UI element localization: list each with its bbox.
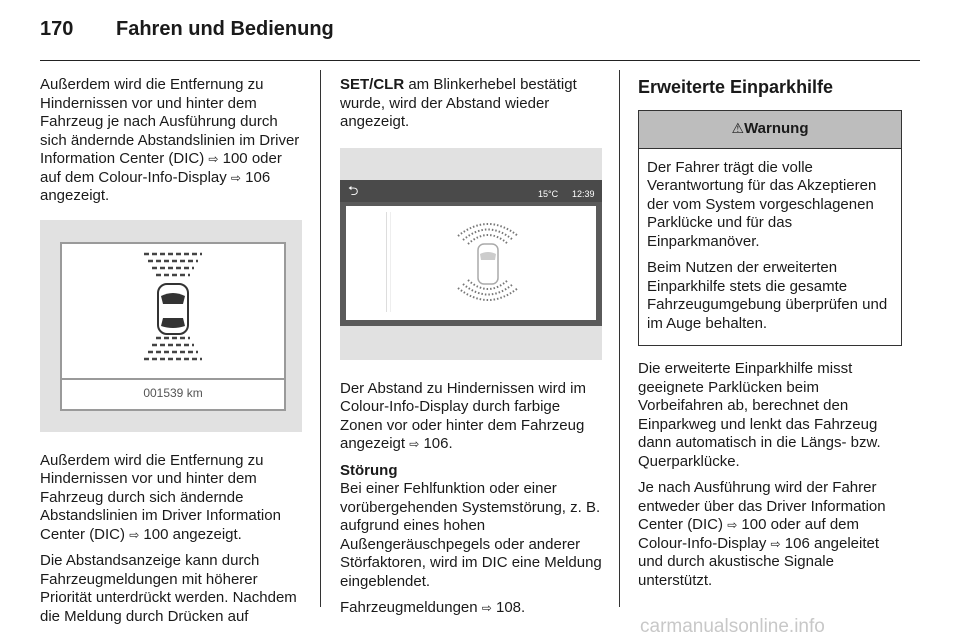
paragraph: Die Abstandsanzeige kann durch Fahrzeugmeldungen mit höherer Priorität unterdrückt werden. Nachdem die Meldung durch Drücken auf [40, 552, 297, 625]
arrow-icon: ⇨ [727, 518, 738, 532]
section-heading-fault: Störung [340, 461, 398, 479]
chapter-title: Fahren und Bedienung [116, 18, 334, 40]
page-reference[interactable]: 100 [143, 525, 169, 543]
warning-header [639, 111, 901, 149]
display-screen [340, 180, 602, 326]
page-reference[interactable]: 100 [741, 516, 767, 533]
arrow-icon: ⇨ [770, 536, 781, 551]
parking-view-panel [346, 206, 596, 320]
arrow-icon: ⇨ [481, 601, 492, 615]
page-reference[interactable]: 108 [496, 599, 522, 616]
page-reference[interactable]: 100 [222, 150, 248, 167]
display-status-bar [340, 180, 602, 202]
column-divider [320, 70, 321, 607]
odometer-reading: 001539 km [143, 385, 203, 400]
clock-readout: 12:39 [572, 188, 595, 199]
colour-info-display-figure [340, 148, 602, 360]
header-rule [40, 60, 920, 61]
page-header [40, 18, 334, 41]
paragraph: Außerdem wird die Entfernung zu Hindernissen vor und hinter dem Fahrzeug durch sich ändernde Abstandslinien im Driver Information Center (DIC) ⇨ 100 angezeigt. [40, 451, 281, 543]
column-1 [40, 76, 302, 634]
arrow-icon: ⇨ [409, 437, 420, 451]
column-3 [638, 76, 902, 598]
paragraph: SET/CLR am Blinkerhebel bestätigt wurde, wird der Abstand wieder angezeigt. [340, 76, 577, 130]
parking-distance-graphic [62, 244, 284, 374]
paragraph: Die erweiterte Einparkhilfe misst geeignete Parklücken beim Vorbeifahren ab, berechnet den Einparkweg und lenkt das Fahrzeug dann automatisch in die Längs- bzw. Querparklücke. [638, 360, 881, 470]
car-icon [478, 244, 498, 284]
paragraph: Je nach Ausführung wird der Fahrer entweder über das Driver Information Center (DIC) ⇨ 100 oder auf dem Colour-Info-Display ⇨ 106 angeleitet und durch akustische Signale unterstützt. [638, 479, 886, 589]
warning-text: Der Fahrer trägt die volle Verantwortung für das Akzeptieren der vom System vorgeschlagenen Parklücke und für das Einparkmanöver. [647, 158, 877, 250]
parking-zones-graphic [346, 206, 596, 320]
column-divider [619, 70, 620, 607]
watermark: carmanualsonline.info [640, 616, 825, 637]
arrow-icon: ⇨ [129, 527, 140, 542]
page-reference[interactable]: 106 [245, 168, 271, 186]
paragraph: Fahrzeugmeldungen ⇨ 108. [340, 599, 526, 616]
page-reference[interactable]: 106 [784, 534, 810, 552]
back-icon: ⮌ [348, 182, 359, 198]
figure-divider [62, 378, 284, 380]
button-name: SET/CLR [340, 76, 405, 93]
section-title: Erweiterte Einparkhilfe [638, 77, 834, 97]
paragraph: Bei einer Fehlfunktion oder einer vorübergehenden Systemstörung, z. B. aufgrund eines hohen Außengeräuschpegels oder anderer Störfaktoren, wird im DIC eine Meldung eingeblendet. [340, 480, 602, 590]
warning-box [638, 110, 902, 346]
warning-text: Beim Nutzen der erweiterten Einparkhilfe stets die gesamte Fahrzeugumgebung überprüfen und im Auge behalten. [647, 259, 888, 332]
temperature-readout: 15°C [538, 188, 559, 199]
column-2 [340, 76, 602, 626]
paragraph: Der Abstand zu Hindernissen wird im Colour-Info-Display durch farbige Zonen vor oder hinter dem Fahrzeug angezeigt ⇨ 106. [340, 379, 586, 452]
page-number: 170 [40, 18, 74, 40]
dic-parking-figure [40, 220, 302, 432]
dic-screen [60, 242, 286, 411]
warning-label: Warnung [744, 120, 809, 137]
arrow-icon: ⇨ [208, 152, 219, 166]
paragraph: Außerdem wird die Entfernung zu Hindernissen vor und hinter dem Fahrzeug je nach Ausführung durch sich ändernde Abstandslinien im Driver Information Center (DIC) ⇨ 100 oder auf dem Colour-Info-Display ⇨ 106 angezeigt. [40, 76, 300, 204]
car-icon [158, 284, 188, 334]
arrow-icon: ⇨ [230, 170, 241, 185]
warning-body [639, 149, 901, 346]
warning-triangle-icon: ⚠ [731, 121, 745, 137]
page-reference[interactable]: 106 [423, 435, 449, 452]
